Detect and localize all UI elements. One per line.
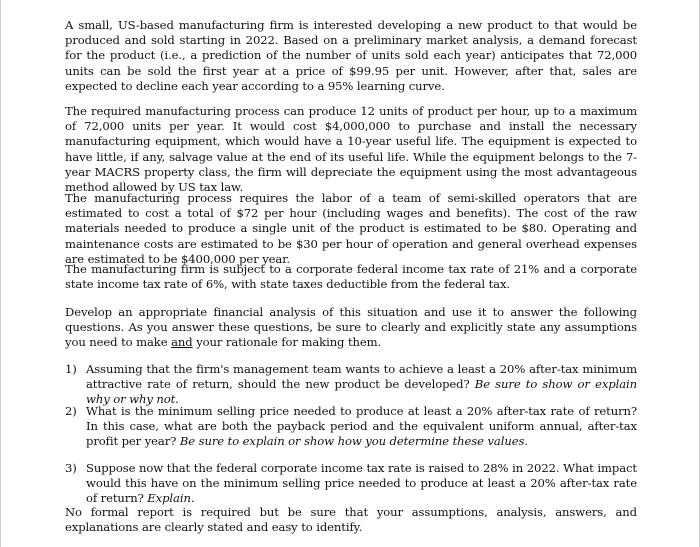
question-body: What is the minimum selling price needed to produce at least a 20% after-tax rate of return? In this case, what are both the payback period and the equivalent uniform annual, after-tax profit per year? bbox=[86, 404, 637, 449]
costs-paragraph: The manufacturing process requires the labor of a team of semi-skilled operators that are estimated to cost a total of $72 per hour (including wages and benefits). The cost of the raw materials needed to produce a single unit of the product is estimated to be $80. Operating and maintenance costs are estimated to be $30 per hour of operation and general overhead expenses are estimated to be $400,000 per year. bbox=[65, 191, 637, 266]
question-emphasis: Explain. bbox=[147, 491, 195, 506]
intro-paragraph: A small, US-based manufacturing firm is interested developing a new product to that would be produced and sold starting in 2022. Based on a preliminary market analysis, a demand forecast for the product (i.e., a prediction of the number of units sold each year) anticipates that 72,000 units can be sold the first year at a price of $99.95 per unit. However, after that, sales are expected to decline each year according to a 95% learning curve. bbox=[65, 18, 637, 93]
process-paragraph: The required manufacturing process can produce 12 units of product per hour, up to a maximum of 72,000 units per year. It would cost $4,000,000 to purchase and install the necessary manufacturing equipment, which would have a 10-year useful life. The equipment is expected to have little, if any, salvage value at the end of its useful life. While the equipment belongs to the 7-year MACRS property class, the firm will depreciate the equipment using the most advantageous method allowed by US tax law. bbox=[65, 104, 637, 195]
question-body: Assuming that the firm's management team wants to achieve a least a 20% after-tax minimum attractive rate of return, should the new product be developed? bbox=[86, 362, 637, 392]
question-number: 3) bbox=[65, 461, 77, 475]
question-emphasis: Be sure to show or explain why or why not. bbox=[86, 377, 637, 407]
question-text bbox=[86, 404, 637, 450]
tax-paragraph: The manufacturing firm is subject to a corporate federal income tax rate of 21% and a corporate state income tax rate of 6%, with state taxes deductible from the federal tax. bbox=[65, 262, 637, 292]
instructions-underlined-and: and bbox=[171, 335, 193, 350]
question-text bbox=[86, 362, 637, 408]
question-3 bbox=[65, 461, 637, 507]
instructions-text-end: your rationale for making them. bbox=[192, 335, 382, 350]
instructions-text-start: Develop an appropriate financial analysis of this situation and use it to answer the following questions. As you answer these questions, be sure to clearly and explicitly state any assumptions you need to make bbox=[65, 305, 637, 350]
question-emphasis: Be sure to explain or show how you determine these values. bbox=[179, 434, 528, 449]
closing-paragraph: No formal report is required but be sure that your assumptions, analysis, answers, and explanations are clearly stated and easy to identify. bbox=[65, 505, 637, 535]
question-text bbox=[86, 461, 637, 507]
instructions-paragraph bbox=[65, 305, 637, 351]
question-number: 1) bbox=[65, 362, 77, 376]
question-number: 2) bbox=[65, 404, 77, 418]
question-body: Suppose now that the federal corporate income tax rate is raised to 28% in 2022. What impact would this have on the minimum selling price needed to produce at least a 20% after-tax rate of return? bbox=[86, 461, 637, 506]
question-1 bbox=[65, 362, 637, 408]
question-2 bbox=[65, 404, 637, 450]
